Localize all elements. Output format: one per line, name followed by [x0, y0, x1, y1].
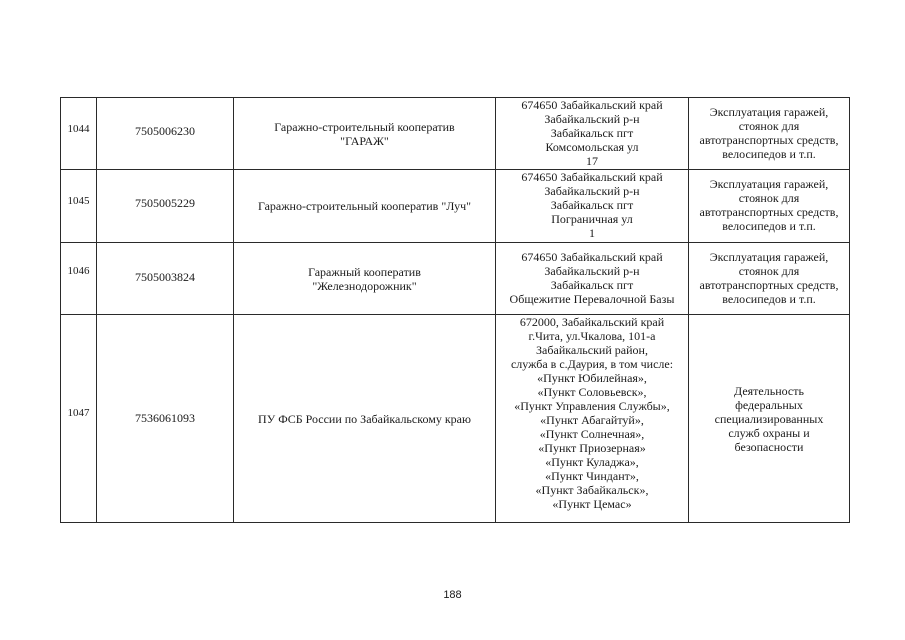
row-number: 1046: [67, 265, 90, 277]
activity-cell: [689, 98, 850, 170]
address-line: 674650 Забайкальский край: [521, 170, 663, 184]
address-line: 674650 Забайкальский край: [521, 98, 663, 112]
inn-value: 7536061093: [135, 411, 195, 425]
activity-line: стоянок для: [738, 191, 800, 205]
activity-cell: [689, 170, 850, 243]
activity-cell: [689, 315, 850, 523]
address-line: Забайкальск пгт: [550, 198, 634, 212]
organization-name-line: "ГАРАЖ": [340, 133, 389, 148]
address-line: «Пункт Солнечная»,: [539, 427, 645, 441]
activity-cell: [689, 243, 850, 315]
address-line: Забайкальск пгт: [550, 278, 634, 292]
address-line: Забайкальский район,: [536, 343, 648, 357]
inn-cell: [97, 315, 234, 523]
activity-line: специализированных: [714, 411, 824, 426]
activity-line: безопасности: [734, 439, 804, 454]
address-line: 672000, Забайкальский край: [519, 315, 665, 329]
address-cell: [496, 315, 689, 523]
address-line: 17: [586, 154, 598, 168]
address-cell: [496, 98, 689, 170]
address-line: «Пункт Куладжа»,: [545, 455, 639, 469]
address-line: Комсомольская ул: [545, 140, 639, 154]
organization-name-line: Гаражно-строительный кооператив "Луч": [257, 199, 472, 213]
address-line: Забайкальск пгт: [550, 126, 634, 140]
table-row: [61, 243, 850, 315]
address-line: «Пункт Абагайтуй»,: [540, 413, 644, 427]
activity-line: стоянок для: [738, 264, 800, 278]
table-body: [61, 98, 850, 523]
activity-line: велосипедов и т.п.: [722, 219, 816, 233]
table-row: [61, 170, 850, 243]
organization-name-cell: [234, 170, 496, 243]
row-number-cell: [61, 315, 97, 523]
address-line: «Пункт Забайкальск»,: [535, 483, 649, 497]
activity-line: автотранспортных средств,: [699, 205, 839, 219]
address-cell: [496, 243, 689, 315]
activity-line: автотранспортных средств,: [699, 133, 839, 147]
row-number: 1044: [67, 123, 90, 135]
address-line: «Пункт Приозерная»: [538, 441, 646, 455]
activity-line: автотранспортных средств,: [699, 278, 839, 292]
address-line: Пограничная ул: [551, 212, 633, 226]
address-line: Общежитие Перевалочной Базы: [509, 292, 675, 306]
address-line: «Пункт Юбилейная»,: [537, 371, 647, 385]
row-number-cell: [61, 170, 97, 243]
address-line: «Пункт Соловьевск»,: [537, 385, 647, 399]
address-cell: [496, 170, 689, 243]
table-row: [61, 315, 850, 523]
organization-name-line: "Железнодорожник": [312, 278, 417, 293]
organization-name-cell: [234, 315, 496, 523]
address-line: Забайкальский р-н: [544, 112, 640, 126]
address-line: Забайкальский р-н: [544, 184, 640, 198]
activity-line: федеральных: [735, 397, 803, 412]
inn-value: 7505006230: [135, 124, 195, 138]
inn-cell: [97, 243, 234, 315]
organization-name-line: Гаражно-строительный кооператив: [274, 119, 455, 134]
inn-cell: [97, 170, 234, 243]
activity-line: велосипедов и т.п.: [722, 292, 816, 306]
activity-line: стоянок для: [738, 119, 800, 133]
address-line: г.Чита, ул.Чкалова, 101-а: [528, 329, 656, 343]
organization-name-line: ПУ ФСБ России по Забайкальскому краю: [258, 411, 471, 426]
row-number: 1045: [67, 195, 90, 207]
page-number: 188: [443, 589, 462, 601]
activity-line: Эксплуатация гаражей,: [709, 105, 829, 119]
organization-name-line: Гаражный кооператив: [308, 264, 421, 279]
activity-line: служб охраны и: [728, 425, 810, 440]
organization-name-cell: [234, 243, 496, 315]
row-number: 1047: [67, 407, 90, 419]
row-number-cell: [61, 243, 97, 315]
activity-line: Эксплуатация гаражей,: [709, 250, 829, 264]
address-line: «Пункт Управления Службы»,: [514, 399, 670, 413]
address-line: Забайкальский р-н: [544, 264, 640, 278]
activity-line: Деятельность: [734, 383, 804, 398]
inn-cell: [97, 98, 234, 170]
address-line: 1: [589, 226, 595, 240]
address-line: служба в с.Даурия, в том числе:: [510, 357, 674, 371]
address-line: 674650 Забайкальский край: [521, 250, 663, 264]
address-line: «Пункт Чиндант»,: [545, 469, 639, 483]
registry-table: [60, 97, 850, 523]
activity-line: велосипедов и т.п.: [722, 147, 816, 161]
table-row: [61, 98, 850, 170]
organization-name-cell: [234, 98, 496, 170]
inn-value: 7505005229: [135, 196, 195, 210]
activity-line: Эксплуатация гаражей,: [709, 177, 829, 191]
inn-value: 7505003824: [135, 270, 195, 284]
address-line: «Пункт Цемас»: [552, 497, 632, 511]
row-number-cell: [61, 98, 97, 170]
